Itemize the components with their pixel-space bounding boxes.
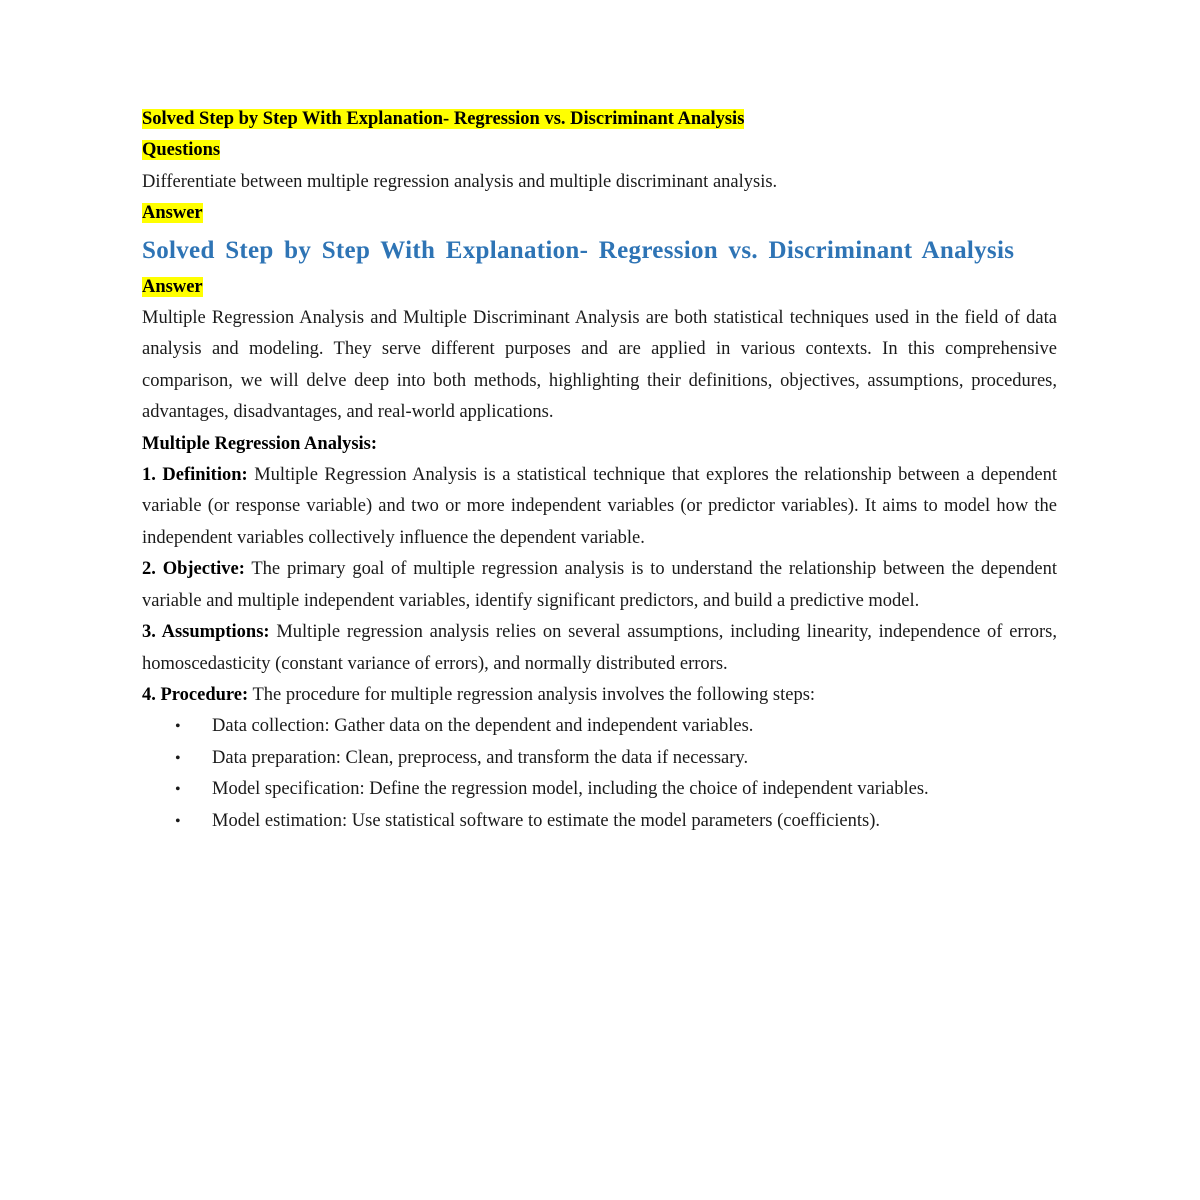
section-heading: Multiple Regression Analysis: bbox=[142, 433, 378, 454]
title-line bbox=[142, 104, 1057, 135]
questions-line bbox=[142, 135, 1057, 166]
point-procedure bbox=[142, 680, 1057, 711]
answer-label: Answer bbox=[142, 276, 203, 297]
question-text: Differentiate between multiple regression analysis and multiple discriminant analysis. bbox=[142, 171, 778, 192]
bullet-icon: • bbox=[175, 781, 181, 799]
point-label: 4. Procedure: bbox=[142, 684, 249, 705]
answer-line-2 bbox=[142, 272, 1057, 303]
list-item bbox=[142, 711, 1057, 742]
bullet-icon: • bbox=[175, 812, 181, 830]
procedure-steps-list bbox=[142, 711, 1057, 837]
intro-paragraph: Multiple Regression Analysis and Multiple Discriminant Analysis are both statistical techniques used in the field of data analysis and modeling. They serve different purposes and are applied in various contexts. In this comprehensive comparison, we will delve deep into both methods, highlighting their definitions, objectives, assumptions, procedures, advantages, disadvantages, and real-world applications. bbox=[142, 308, 1057, 423]
highlighted-title: Solved Step by Step With Explanation- Regression vs. Discriminant Analysis bbox=[142, 109, 745, 129]
bullet-icon: • bbox=[175, 718, 181, 736]
answer-label: Answer bbox=[142, 203, 203, 224]
list-item-text: Model specification: Define the regression model, including the choice of independent variables. bbox=[212, 779, 929, 800]
questions-label: Questions bbox=[142, 140, 221, 161]
point-label: 1. Definition: bbox=[142, 465, 248, 486]
list-item-text: Data collection: Gather data on the dependent and independent variables. bbox=[212, 716, 754, 737]
list-item bbox=[142, 743, 1057, 774]
list-item-text: Model estimation: Use statistical software to estimate the model parameters (coefficients). bbox=[212, 810, 881, 831]
blue-heading: Solved Step by Step With Explanation- Regression vs. Discriminant Analysis bbox=[142, 236, 1015, 264]
point-text: The procedure for multiple regression analysis involves the following steps: bbox=[248, 684, 816, 705]
bullet-icon: • bbox=[175, 749, 181, 767]
point-text: Multiple regression analysis relies on several assumptions, including linearity, independence of errors, homoscedasticity (constant variance of errors), and normally distributed errors. bbox=[142, 622, 1057, 674]
point-text: Multiple Regression Analysis is a statistical technique that explores the relationship between a dependent variable (or response variable) and two or more independent variables (or predictor variables). It aims to model how the independent variables collectively influence the dependent variable. bbox=[142, 465, 1057, 548]
point-text: The primary goal of multiple regression analysis is to understand the relationship between the dependent variable and multiple independent variables, identify significant predictors, and build a predictive model. bbox=[142, 559, 1057, 611]
list-item bbox=[142, 774, 1057, 805]
list-item-text: Data preparation: Clean, preprocess, and transform the data if necessary. bbox=[212, 747, 749, 768]
answer-line-1 bbox=[142, 198, 1057, 229]
point-definition bbox=[142, 460, 1057, 554]
point-assumptions bbox=[142, 617, 1057, 680]
point-objective bbox=[142, 554, 1057, 617]
document-page bbox=[142, 104, 1057, 837]
point-label: 2. Objective: bbox=[142, 559, 245, 580]
list-item bbox=[142, 806, 1057, 837]
point-label: 3. Assumptions: bbox=[142, 622, 270, 643]
